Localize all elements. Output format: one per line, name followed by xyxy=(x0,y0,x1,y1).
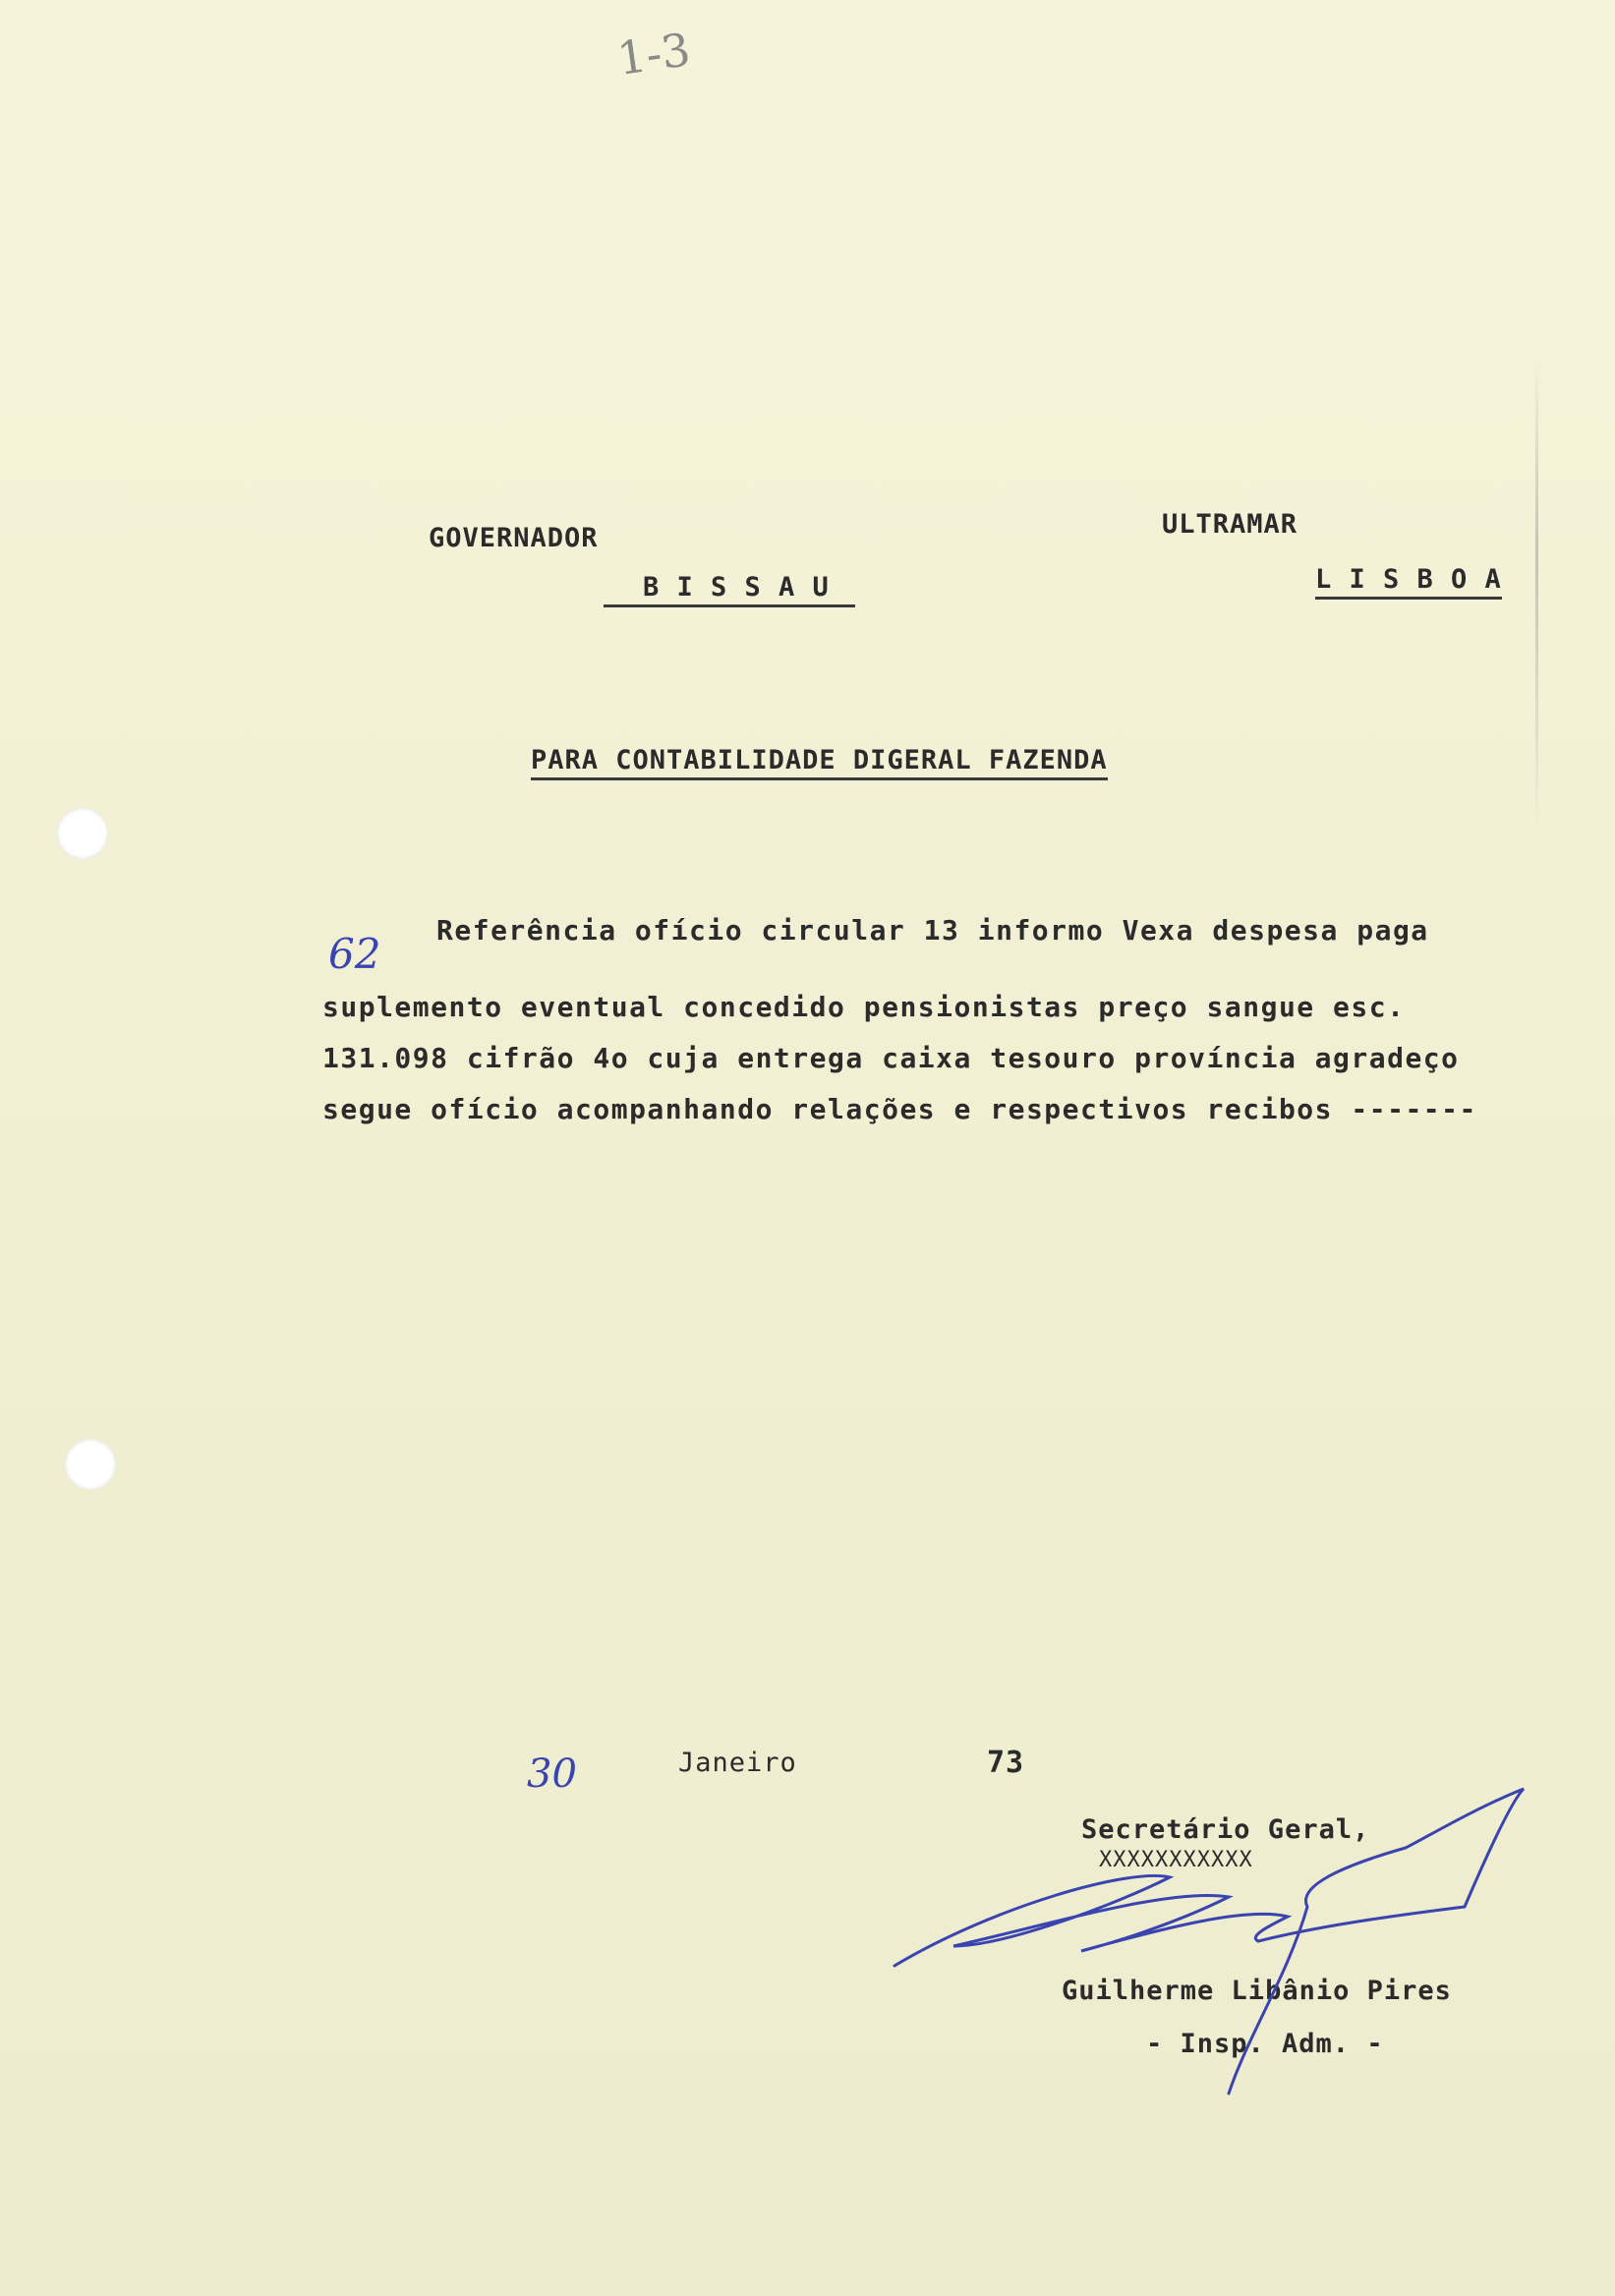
from-place: B I S S A U xyxy=(604,572,855,607)
body-line-1: Referência ofício circular 13 informo Vexa despesa paga xyxy=(436,914,1429,947)
margin-note: 62 xyxy=(328,930,381,978)
signatory-role: - Insp. Adm. - xyxy=(1146,2029,1384,2059)
punch-hole-bottom xyxy=(65,1439,116,1490)
to-title: ULTRAMAR xyxy=(1162,509,1298,540)
from-title: GOVERNADOR xyxy=(429,523,599,553)
page-edge-shadow xyxy=(1535,364,1538,835)
handwritten-signature xyxy=(875,1779,1543,2103)
date-day: 30 xyxy=(527,1751,577,1797)
struck-out-text: XXXXXXXXXXX xyxy=(1099,1848,1253,1872)
body-line-4: segue ofício acompanhando relações e respectivos recibos ------- xyxy=(322,1093,1477,1125)
body-line-3: 131.098 cifrão 4o cuja entrega caixa tesouro província agradeço xyxy=(322,1042,1460,1074)
to-place: L I S B O A xyxy=(1315,564,1502,600)
pencil-mark: 1-3 xyxy=(613,23,694,86)
punch-hole-top xyxy=(57,808,108,859)
signatory-name: Guilherme Libânio Pires xyxy=(1062,1976,1452,2006)
signature-title: Secretário Geral, xyxy=(1081,1814,1370,1845)
body-line-2: suplemento eventual concedido pensionistas preço sangue esc. xyxy=(322,991,1406,1023)
date-year: 73 xyxy=(987,1746,1025,1780)
date-month: Janeiro xyxy=(678,1748,797,1778)
subject-line: PARA CONTABILIDADE DIGERAL FAZENDA xyxy=(531,745,1108,780)
